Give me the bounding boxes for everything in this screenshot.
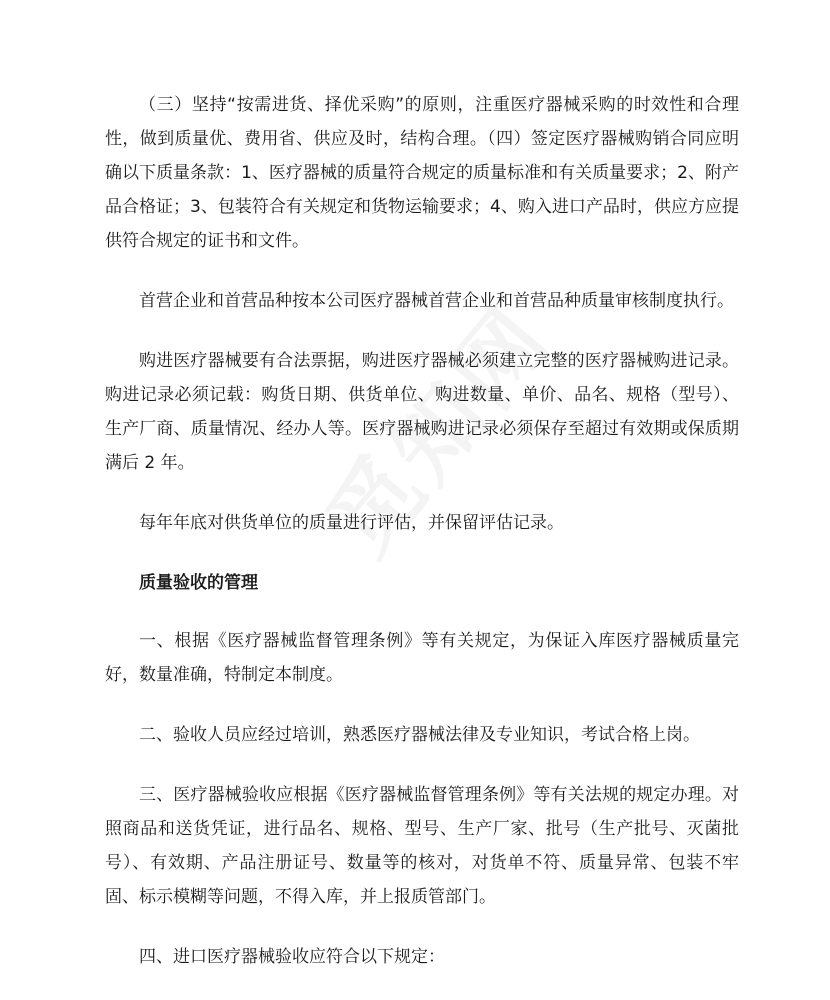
document-page (105, 88, 739, 1000)
paragraph-annual-evaluation: 每年年底对供货单位的质量进行评估，并保留评估记录。 (139, 513, 564, 533)
paragraph-purchase-records: 购进医疗器械要有合法票据，购进医疗器械必须建立完整的医疗器械购进记录。购进记录必须记载：购货日期、供货单位、购进数量、单价、品名、规格（型号）、生产厂商、质量情况、经办人等。医疗器械购进记录必须保存至超过有效期或保质期满后 2 年。 (105, 351, 739, 473)
paragraph-item-3: 三、医疗器械验收应根据《医疗器械监督管理条例》等有关法规的规定办理。对照商品和送货凭证，进行品名、规格、型号、生产厂家、批号（生产批号、灭菌批号）、有效期、产品注册证号、数量等的核对，对货单不符、质量异常、包装不牢固、标示模糊等问题，不得入库，并上报质管部门。 (105, 785, 739, 907)
section-heading: 质量验收的管理 (139, 573, 258, 593)
paragraph-item-2: 二、验收人员应经过培训，熟悉医疗器械法律及专业知识，考试合格上岗。 (139, 725, 700, 745)
paragraph-first-supplier: 首营企业和首营品种按本公司医疗器械首营企业和首营品种质量审核制度执行。 (139, 291, 734, 311)
paragraph-item-4: 四、进口医疗器械验收应符合以下规定： (139, 947, 445, 967)
paragraph-item-1: 一、根据《医疗器械监督管理条例》等有关规定，为保证入库医疗器械质量完好，数量准确，特制定本制度。 (105, 631, 739, 685)
paragraph-procurement-principles: （三）坚持“按需进货、择优采购”的原则，注重医疗器械采购的时效性和合理性，做到质量优、费用省、供应及时，结构合理。（四）签定医疗器械购销合同应明确以下质量条款：1、医疗器械的质量符合规定的质量标准和有关质量要求；2、附产品合格证；3、包装符合有关规定和货物运输要求；4、购入进口产品时，供应方应提供符合规定的证书和文件。 (105, 95, 739, 251)
